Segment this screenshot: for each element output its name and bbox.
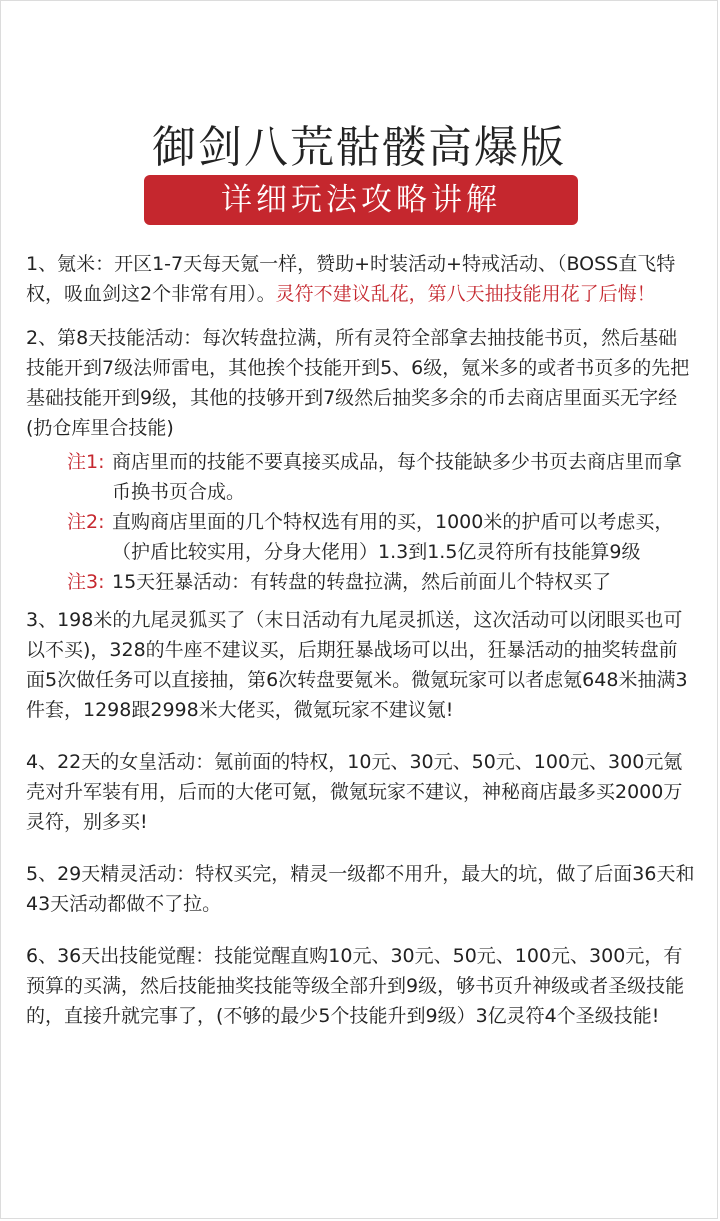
note-2 [67,507,696,567]
note-1 [67,447,696,507]
section-6: 6、36天出技能觉醒：技能觉醒直购10元、30元、50元、100元、300元，有预算的买满，然后技能抽奖技能等级全部升到9级，够书页升神级或者圣级技能的，直接升就完事了，(不够的最少5个技能升到9级）3亿灵符4个圣级技能! [26,945,685,1027]
note-2-label: 注2: [67,511,105,533]
subtitle-banner: 详细玩法攻略讲解 [144,175,578,225]
section-3: 3、198米的九尾灵狐买了（末日活动有九尾灵抓送，这次活动可以闭眼买也可以不买)，328的牛座不建议买，后期狂暴战场可以出，狂暴活动的抽奖转盘前面5次做任务可以直接抽，第6次转盘要氪米。微氪玩家可以者虑氪648米抽满3件套，1298跟2998米大佬买，微氪玩家不建议氪! [26,609,688,721]
guide-content [26,249,696,1031]
page-title: 御剑八荒骷髅高爆版 [152,122,566,173]
note-3-text: 15天狂暴活动：有转盘的转盘拉满，然后前面儿个特权买了 [112,571,612,593]
note-3-label: 注3: [67,571,105,593]
section-1 [26,249,696,309]
note-1-label: 注1: [67,451,105,473]
note-3 [67,567,696,597]
section-2: 2、第8天技能活动：每次转盘拉满，所有灵符全部拿去抽技能书页，然后基础技能开到7级法师雷电，其他挨个技能开到5、6级，氪米多的或者书页多的先把基础技能开到9级，其他的技够开到7级然后抽奖多余的币去商店里面买无字经(扔仓库里合技能) [26,327,690,439]
section-1-text: 1、氪米：开区1-7天每天氪一样，赞助+时装活动+特戒活动、（BOSS直飞特权，吸血剑这2个非常有用）。 [26,253,676,305]
section-1-warning: 灵符不建议乱花，第八天抽技能用花了后悔！ [275,283,656,305]
section-5: 5、29天精灵活动：特权买完，精灵一级都不用升，最大的坑，做了后面36天和43天活动都做不了拉。 [26,863,695,915]
note-1-text: 商店里而的技能不要真接买成品，每个技能缺多少书页去商店里而拿币换书页合成。 [112,451,683,503]
note-2-text: 直购商店里面的几个特权选有用的买，1000米的护盾可以考虑买，（护盾比较实用，分身大佬用）1.3到1.5亿灵符所有技能算9级 [112,511,674,563]
section-4: 4、22天的女皇活动：氪前面的特权，10元、30元、50元、100元、300元氪壳对升军装有用，后而的大佬可氪，微氪玩家不建议，神秘商店最多买2000万灵符，别多买! [26,751,683,833]
